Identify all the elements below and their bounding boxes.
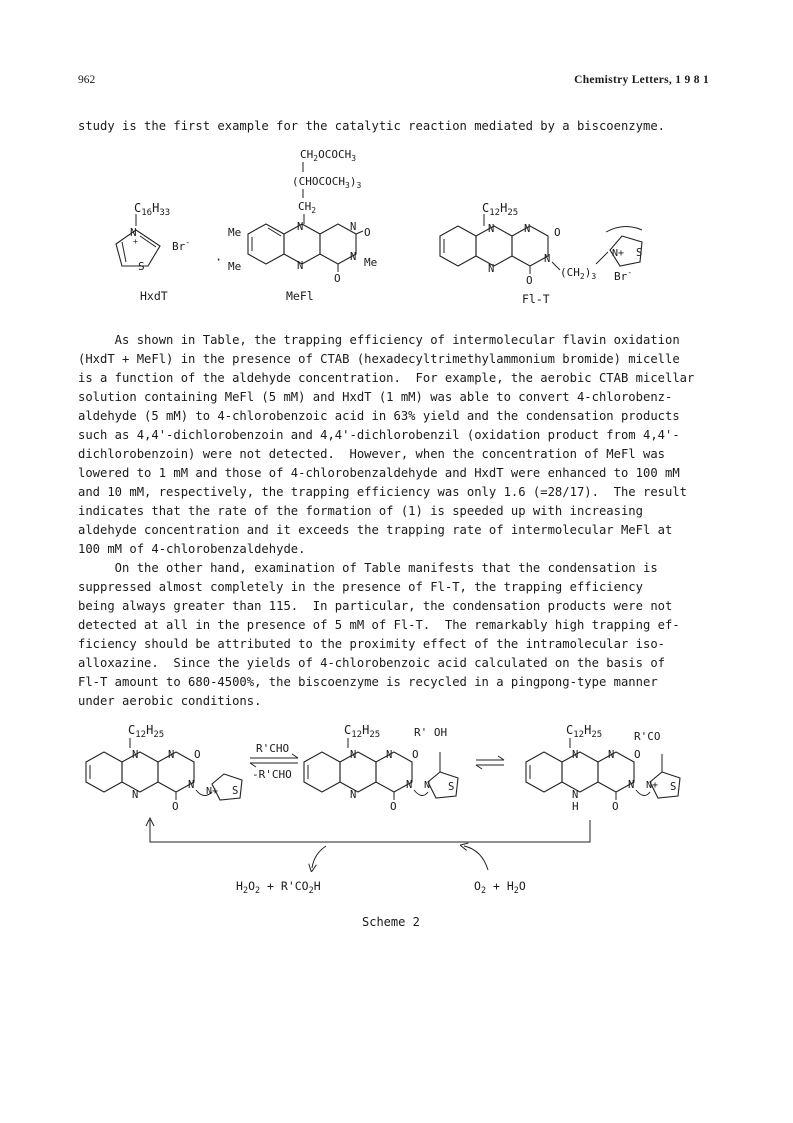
hxdt-structure [116, 201, 190, 303]
p1-line: such as 4,4'-dichlorobenzoin and 4,4'-dichlorobenzil (oxidation product from 4,4'- [78, 428, 680, 442]
cycle-bracket [150, 820, 590, 842]
scheme-caption: Scheme 2 [362, 915, 420, 929]
scheme-structure-adduct [304, 723, 458, 813]
scheme-structure-acyl [526, 723, 680, 813]
scheme-inputs: $O_2 + H_2O$ [474, 879, 526, 896]
svg-text:O: O [172, 800, 179, 813]
svg-text:N: N [424, 780, 431, 791]
svg-text:N: N [386, 749, 393, 761]
svg-text:S: S [138, 260, 145, 273]
svg-text:CH2: $CH_2$ [298, 200, 317, 215]
svg-text:O: O [554, 226, 561, 239]
svg-text:N: N [297, 260, 304, 272]
p1-line: lowered to 1 mM and those of 4-chlorobenzaldehyde and HxdT were enhanced to 100 mM [78, 466, 680, 480]
svg-text:O: O [634, 748, 641, 761]
svg-text:N: N [132, 749, 139, 761]
flt-counterion: Br- [614, 268, 633, 283]
flt-linker: $(CH_2)_3$ [560, 266, 597, 281]
svg-text:·: · [215, 253, 223, 267]
adduct-group: R' OH [414, 726, 448, 739]
p2-line: ficiency should be attributed to the proximity effect of the intramolecular iso- [78, 637, 665, 651]
svg-text:O: O [526, 274, 533, 287]
svg-text:C12H25: $C_{12}H_{25}$ [344, 723, 381, 740]
mefl-methyl-1: Me [228, 226, 242, 239]
scheme-products: $H_2O_2 + R'CO_2H$ [236, 879, 321, 896]
svg-text:N+: N+ [612, 248, 625, 259]
page-number: 962 [78, 74, 96, 86]
svg-text:O: O [612, 800, 619, 813]
p2-line: suppressed almost completely in the presence of Fl-T, the trapping efficiency [78, 580, 643, 594]
svg-text:O: O [412, 748, 419, 761]
p1-line: 100 mM of 4-chlorobenzaldehyde. [78, 542, 306, 556]
p2-line: Fl-T amount to 680-4500%, the biscoenzyme is recycled in a pingpong-type manner [78, 675, 658, 689]
svg-text:N: N [572, 789, 579, 801]
flt-chain: $C_{12}H_{25}$ [482, 201, 519, 218]
journal-header: Chemistry Letters, 1 9 8 1 [574, 74, 709, 86]
p1-line: indicates that the rate of the formation of (1) is speeded up with increasing [78, 504, 643, 518]
p1-line: aldehyde (5 mM) to 4-chlorobenzoic acid in 63% yield and the condensation products [78, 409, 680, 423]
acyl-group: R'CO [634, 730, 661, 743]
flt-structure [440, 201, 642, 306]
forward-reagent: R'CHO [256, 742, 290, 755]
svg-text:C12H25: $C_{12}H_{25}$ [128, 723, 165, 740]
svg-text:C12H25: $C_{12}H_{25}$ [566, 723, 603, 740]
p2-line: alloxazine. Since the yields of 4-chlorobenzoic acid calculated on the basis of [78, 656, 665, 670]
svg-text:Me: Me [364, 256, 378, 269]
hxdt-chain: $C_{16}H_{33}$ [134, 201, 171, 218]
reverse-reagent: -R'CHO [252, 768, 292, 781]
svg-text:N: N [350, 221, 357, 233]
flt-label: Fl-T [522, 292, 550, 306]
svg-text:(CHOCOCH3)3: $(CHOCOCH_3)_3$ [292, 175, 362, 190]
svg-text:+: + [133, 237, 138, 246]
intro-line: study is the first example for the catalytic reaction mediated by a biscoenzyme. [78, 119, 665, 133]
p2-line: under aerobic conditions. [78, 694, 262, 708]
svg-text:O: O [194, 748, 201, 761]
svg-text:N: N [350, 749, 357, 761]
hxdt-label: HxdT [140, 289, 168, 303]
svg-text:N: N [406, 779, 413, 791]
structures-figure [78, 138, 718, 314]
svg-text:N+: N+ [646, 780, 659, 791]
svg-text:N: N [350, 789, 357, 801]
mefl-label: MeFl [286, 289, 314, 303]
svg-text:N: N [608, 749, 615, 761]
svg-text:O: O [334, 272, 341, 285]
svg-text:CH2OCOCH3: $CH_2OCOCH_3$ [300, 148, 357, 163]
p1-line: dichlorobenzoin) were not detected. However, when the concentration of MeFl was [78, 447, 665, 461]
svg-text:S: S [448, 781, 455, 793]
p1-line: is a function of the aldehyde concentration. For example, the aerobic CTAB micellar [78, 371, 695, 385]
svg-text:O: O [364, 226, 371, 239]
p2-line: being always greater than 115. In particular, the condensation products were not [78, 599, 673, 613]
mefl-structure [215, 148, 377, 303]
svg-text:N: N [524, 223, 531, 235]
hxdt-counterion: Br- [172, 238, 191, 253]
mefl-methyl-2: Me [228, 260, 242, 273]
svg-text:N: N [132, 789, 139, 801]
svg-text:N: N [168, 749, 175, 761]
svg-text:S: S [232, 785, 239, 797]
svg-text:S: S [670, 781, 677, 793]
svg-text:N: N [488, 263, 495, 275]
svg-text:N: N [188, 779, 195, 791]
p1-line: aldehyde concentration and it exceeds the trapping rate of intermolecular MeFl at [78, 523, 673, 537]
p1-line: solution containing MeFl (5 mM) and HxdT (1 mM) was able to convert 4-chlorobenz- [78, 390, 673, 404]
svg-text:N: N [488, 223, 495, 235]
svg-text:H: H [572, 800, 579, 813]
svg-text:S: S [636, 247, 643, 259]
svg-text:N: N [297, 221, 304, 233]
svg-text:N: N [628, 779, 635, 791]
scheme-2-figure [78, 718, 718, 908]
svg-text:O: O [390, 800, 397, 813]
svg-text:N: N [350, 251, 357, 263]
p1-line: (HxdT + MeFl) in the presence of CTAB (hexadecyltrimethylammonium bromide) micelle [78, 352, 680, 366]
p1-line: and 10 mM, respectively, the trapping efficiency was only 1.6 (=28/17). The result [78, 485, 688, 499]
svg-text:N: N [130, 226, 137, 239]
scheme-structure-oxidized [86, 723, 242, 813]
p2-line: detected at all in the presence of 5 mM of Fl-T. The remarkably high trapping ef- [78, 618, 680, 632]
svg-text:N+: N+ [206, 786, 219, 797]
svg-text:N: N [572, 749, 579, 761]
p2-line: On the other hand, examination of Table manifests that the condensation is [78, 561, 658, 575]
svg-text:N: N [544, 253, 551, 265]
p1-line: As shown in Table, the trapping efficiency of intermolecular flavin oxidation [78, 333, 680, 347]
